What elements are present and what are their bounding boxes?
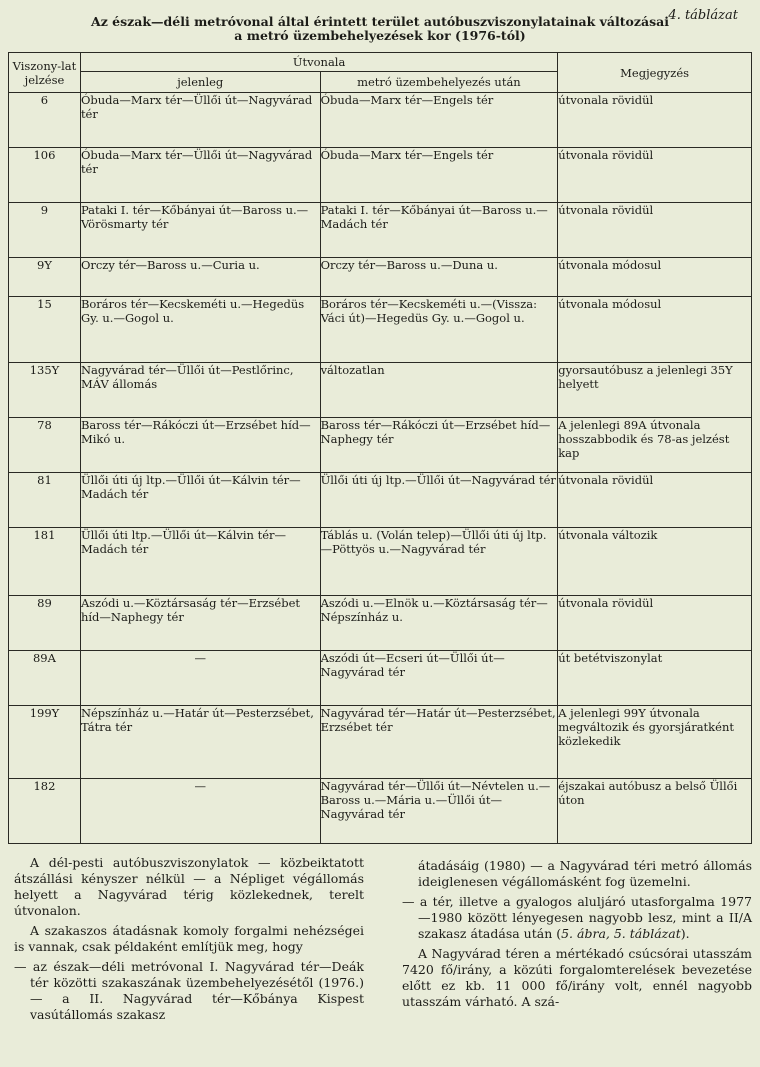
route-number: 135Y <box>9 363 81 418</box>
route-number: 9Y <box>9 258 81 297</box>
header-utvonala: Útvonala <box>80 53 557 72</box>
route-note: A jelenlegi 89A útvonala hosszabbodik és 78-as jelzést kap <box>558 418 752 473</box>
list-item: — az észak—déli metróvonal I. Nagyvárad tér—Deák tér közötti szakaszának üzembehelyezésétől (1976.) — a II. Nagyvárad tér—Kőbánya Kispest vasútállomás szakasz <box>14 959 364 1022</box>
route-number: 106 <box>9 148 81 203</box>
table-row <box>9 148 752 203</box>
route-number: 78 <box>9 418 81 473</box>
route-number: 89A <box>9 651 81 706</box>
route-current: — <box>80 651 320 706</box>
route-number: 6 <box>9 93 81 148</box>
table-row <box>9 473 752 528</box>
route-number: 15 <box>9 297 81 363</box>
bus-routes-table <box>8 52 752 844</box>
route-current: Üllői úti ltp.—Üllői út—Kálvin tér—Madách tér <box>80 528 320 596</box>
route-current: Baross tér—Rákóczi út—Erzsébet híd—Mikó u. <box>80 418 320 473</box>
route-after: Orczy tér—Baross u.—Duna u. <box>320 258 558 297</box>
table-row <box>9 596 752 651</box>
route-current: Üllői úti új ltp.—Üllői út—Kálvin tér—Madách tér <box>80 473 320 528</box>
route-after: Aszódi út—Ecseri út—Üllői út—Nagyvárad tér <box>320 651 558 706</box>
route-note: gyorsautóbusz a jelenlegi 35Y helyett <box>558 363 752 418</box>
table-row <box>9 203 752 258</box>
route-current: Orczy tér—Baross u.—Curia u. <box>80 258 320 297</box>
route-after: Táblás u. (Volán telep)—Üllői úti új ltp.—Pöttyös u.—Nagyvárad tér <box>320 528 558 596</box>
route-note: út betétviszonylat <box>558 651 752 706</box>
list-item-text: — a tér, illetve a gyalogos aluljáró utasforgalma 1977—1980 között lényegesen nagyobb lesz, mint a II/A szakasz átadása után ( <box>402 894 752 941</box>
paragraph: A dél-pesti autóbuszviszonylatok — közbeiktatott átszállási kényszer nélkül — a Népliget végállomás helyett a Nagyvárad térig közlekednek, terelt útvonalon. <box>14 855 364 918</box>
table-row <box>9 363 752 418</box>
list-item <box>402 894 752 942</box>
route-note: útvonala rövidül <box>558 93 752 148</box>
route-after: Óbuda—Marx tér—Engels tér <box>320 148 558 203</box>
figure-reference: 5. ábra, 5. táblázat <box>561 926 681 941</box>
table-row <box>9 779 752 844</box>
route-after: változatlan <box>320 363 558 418</box>
paragraph: átadásáig (1980) — a Nagyvárad téri metró állomás ideiglenesen végállomásként fog üzemelni. <box>418 858 752 889</box>
route-note: útvonala rövidül <box>558 596 752 651</box>
route-after: Nagyvárad tér—Üllői út—Névtelen u.—Baross u.—Mária u.—Üllői út—Nagyvárad tér <box>320 779 558 844</box>
table-number-label: 4. táblázat <box>668 8 738 23</box>
route-number: 181 <box>9 528 81 596</box>
route-after: Óbuda—Marx tér—Engels tér <box>320 93 558 148</box>
route-current: — <box>80 779 320 844</box>
route-number: 89 <box>9 596 81 651</box>
header-viszonylat: Viszony-lat jelzése <box>9 53 81 93</box>
route-note: útvonala változik <box>558 528 752 596</box>
route-note: A jelenlegi 99Y útvonala megváltozik és gyorsjáratként közlekedik <box>558 706 752 779</box>
route-note: útvonala módosul <box>558 297 752 363</box>
route-current: Boráros tér—Kecskeméti u.—Hegedüs Gy. u.—Gogol u. <box>80 297 320 363</box>
table-row <box>9 93 752 148</box>
table-caption <box>0 15 760 43</box>
route-current: Óbuda—Marx tér—Üllői út—Nagyvárad tér <box>80 93 320 148</box>
table-row <box>9 651 752 706</box>
route-note: éjszakai autóbusz a belső Üllői úton <box>558 779 752 844</box>
table-row <box>9 706 752 779</box>
table-row <box>9 418 752 473</box>
caption-line-1: Az észak—déli metróvonal által érintett terület autóbuszviszonylatainak változásai <box>91 14 669 29</box>
route-after: Pataki I. tér—Kőbányai út—Baross u.—Madách tér <box>320 203 558 258</box>
body-text-left-column <box>14 855 364 1027</box>
header-megjegyzes: Megjegyzés <box>558 53 752 93</box>
paragraph: A szakaszos átadásnak komoly forgalmi nehézségei is vannak, csak példaként említjük meg, hogy <box>14 923 364 954</box>
route-note: útvonala rövidül <box>558 203 752 258</box>
list-item-end: ). <box>680 926 690 941</box>
caption-line-2: a metró üzembehelyezések kor (1976-tól) <box>234 28 526 43</box>
table-row <box>9 528 752 596</box>
route-number: 81 <box>9 473 81 528</box>
route-current: Nagyvárad tér—Üllői út—Pestlőrinc, MÁV állomás <box>80 363 320 418</box>
header-utan: metró üzembehelyezés után <box>320 72 558 93</box>
route-after: Baross tér—Rákóczi út—Erzsébet híd—Naphegy tér <box>320 418 558 473</box>
paragraph: A Nagyvárad téren a mértékadó csúcsórai utasszám 7420 fő/irány, a közúti forgalomterelések bevezetése előtt ez kb. 11 000 fő/irány volt, ennél nagyobb utasszám várható. A szá- <box>402 946 752 1009</box>
route-after: Nagyvárad tér—Határ út—Pesterzsébet, Erzsébet tér <box>320 706 558 779</box>
route-after: Aszódi u.—Elnök u.—Köztársaság tér—Népszínház u. <box>320 596 558 651</box>
table-row <box>9 258 752 297</box>
route-current: Aszódi u.—Köztársaság tér—Erzsébet híd—Naphegy tér <box>80 596 320 651</box>
route-note: útvonala rövidül <box>558 473 752 528</box>
body-text-right-column <box>402 858 752 1014</box>
route-current: Óbuda—Marx tér—Üllői út—Nagyvárad tér <box>80 148 320 203</box>
route-number: 182 <box>9 779 81 844</box>
route-note: útvonala rövidül <box>558 148 752 203</box>
table-row <box>9 297 752 363</box>
route-note: útvonala módosul <box>558 258 752 297</box>
header-jelenleg: jelenleg <box>80 72 320 93</box>
route-current: Pataki I. tér—Kőbányai út—Baross u.—Vörösmarty tér <box>80 203 320 258</box>
route-current: Népszínház u.—Határ út—Pesterzsébet, Tátra tér <box>80 706 320 779</box>
route-after: Boráros tér—Kecskeméti u.—(Vissza: Váci út)—Hegedüs Gy. u.—Gogol u. <box>320 297 558 363</box>
route-after: Üllői úti új ltp.—Üllői út—Nagyvárad tér <box>320 473 558 528</box>
route-number: 199Y <box>9 706 81 779</box>
route-number: 9 <box>9 203 81 258</box>
